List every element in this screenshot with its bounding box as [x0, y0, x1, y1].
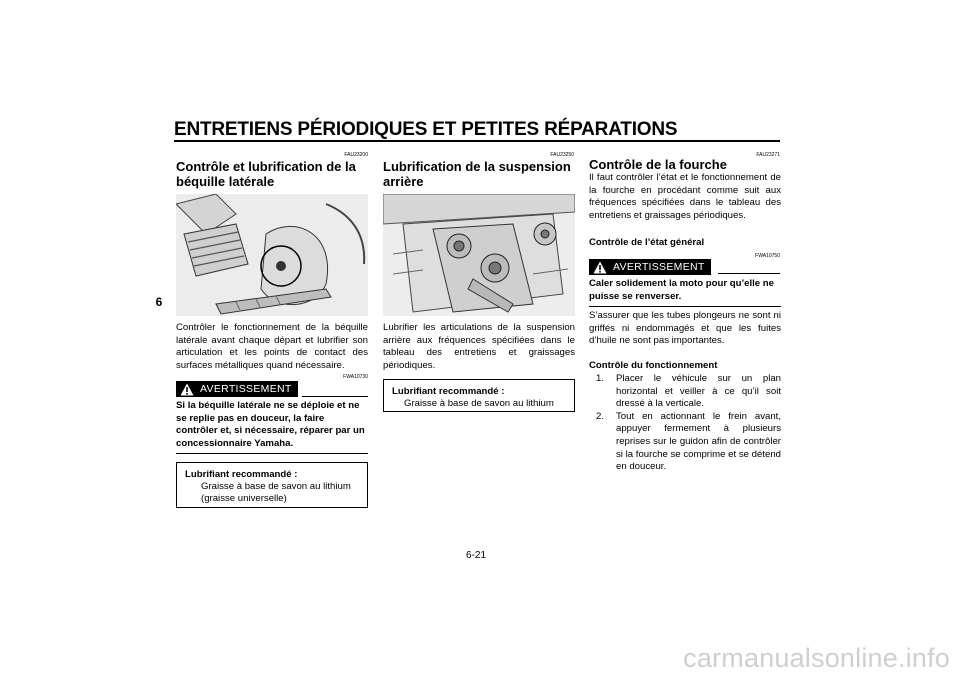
sidestand-figure: [176, 194, 368, 316]
step-text: Tout en actionnant le frein avant, appuyer fermement à plusieurs reprises sur le guidon afin de contrôler si la fourche se comprime et se détend en douceur.: [616, 410, 781, 473]
warning-code: FWA10730: [343, 374, 368, 380]
section-code: FAU23250: [550, 152, 574, 158]
lubricant-label: Lubrifiant recommandé :: [185, 469, 298, 480]
warning-text: Si la béquille latérale ne se déploie et ne se replie pas en douceur, la faire contrôler et, si nécessaire, réparer par un concessionnaire Yamaha.: [176, 400, 365, 449]
watermark: carmanualsonline.info: [683, 643, 950, 673]
section-intro: Il faut contrôler l’état et le fonctionnement de la fourche en procédant comme suit aux fréquences spécifiées dans le tableau des entretiens et graissages périodiques.: [589, 172, 781, 221]
warning-rule: [718, 273, 780, 274]
lubricant-box: [176, 462, 368, 508]
step-number: 1.: [596, 373, 605, 384]
lubricant-box: [383, 379, 575, 412]
lubricant-value-note: (graisse universelle): [201, 493, 287, 504]
page-title: ENTRETIENS PÉRIODIQUES ET PETITES RÉPARATIONS: [174, 119, 678, 140]
warning-label: AVERTISSEMENT: [613, 261, 705, 273]
section-heading: Contrôle de la fourche: [589, 157, 727, 172]
chapter-tab: 6: [155, 295, 163, 309]
warning-code: FWA10750: [755, 253, 780, 259]
section-heading: Contrôle et lubrification de la béquille latérale: [176, 159, 356, 189]
warning-rule: [302, 396, 368, 397]
lubricant-label: Lubrifiant recommandé :: [392, 386, 505, 397]
subheading-condition: Contrôle de l’état général: [589, 237, 705, 248]
list-item: [596, 411, 781, 474]
warning-text: Caler solidement la moto pour qu’elle ne puisse se renverser.: [589, 278, 774, 302]
list-item: [596, 373, 781, 411]
section-paragraph: Contrôler le fonctionnement de la béquille latérale avant chaque départ et lubrifier son articulation et les points de contact des surfaces métalliques quand nécessaire.: [176, 322, 368, 371]
section-heading: Lubrification de la suspension arrière: [383, 159, 571, 189]
warning-badge: [589, 259, 711, 275]
warning-end-rule: [176, 453, 368, 454]
page-number: 6-21: [466, 550, 487, 561]
step-text: Placer le véhicule sur un plan horizontal et veiller à ce qu’il soit dressé à la verticale.: [616, 373, 781, 410]
rear-suspension-figure: [383, 194, 575, 316]
warning-end-rule: [589, 306, 781, 307]
subheading-operation: Contrôle du fonctionnement: [589, 360, 718, 371]
section-paragraph: Lubrifier les articulations de la suspension arrière aux fréquences spécifiées dans le tableau des entretiens et graissages périodiques.: [383, 322, 575, 371]
lubricant-value: Graisse à base de savon au lithium: [404, 398, 554, 409]
lubricant-value: Graisse à base de savon au lithium: [201, 481, 351, 492]
step-number: 2.: [596, 410, 605, 422]
warning-icon: [593, 261, 607, 274]
warning-label: AVERTISSEMENT: [200, 383, 292, 395]
section-code: FAU23200: [344, 152, 368, 158]
warning-icon: [180, 383, 194, 396]
title-rule: [174, 140, 780, 142]
warning-badge: [176, 381, 298, 397]
section-paragraph: S’assurer que les tubes plongeurs ne sont ni griffés ni endommagés et que les fuites d’huile ne sont pas importantes.: [589, 310, 781, 347]
steps-list: [596, 373, 781, 474]
section-code: FAU23271: [756, 152, 780, 158]
